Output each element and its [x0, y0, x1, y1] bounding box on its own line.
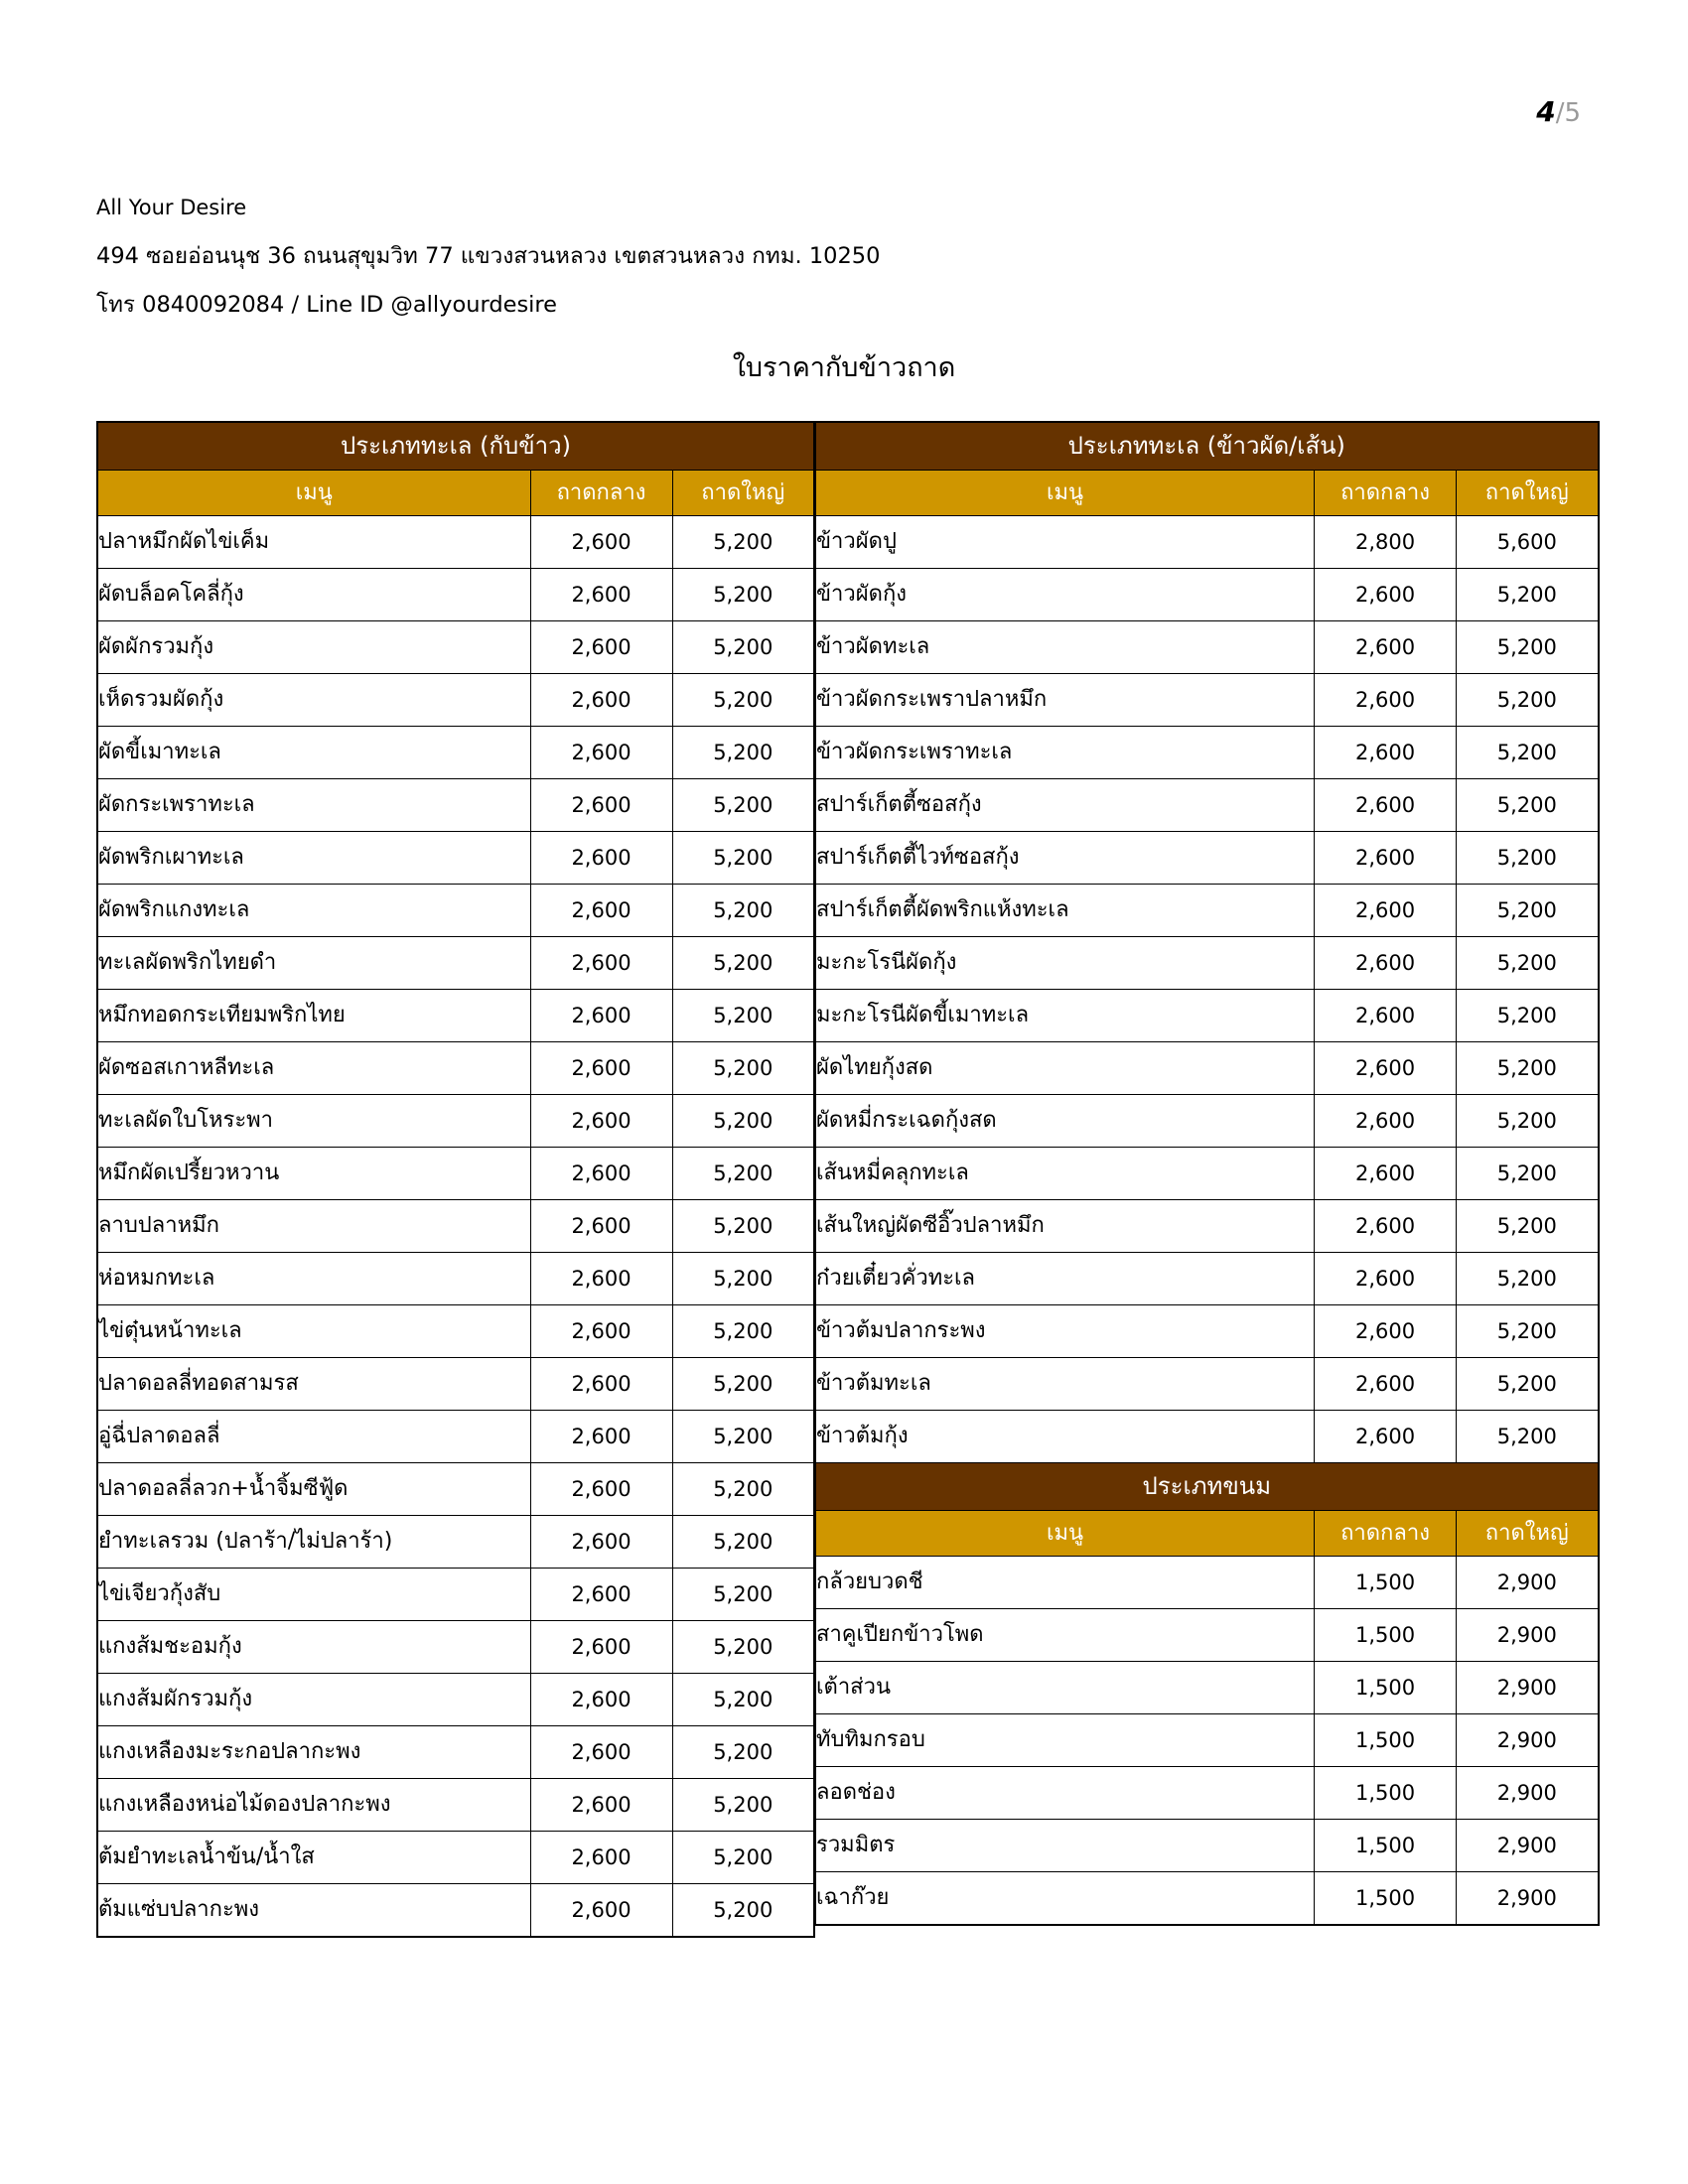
- price-medium-tray: 2,600: [530, 1411, 672, 1463]
- price-medium-tray: 2,600: [530, 1200, 672, 1253]
- page-number-separator: /: [1555, 98, 1565, 128]
- menu-item-name: ยำทะเลรวม (ปลาร้า/ไม่ปลาร้า): [97, 1516, 530, 1569]
- price-large-tray: 2,900: [1457, 1662, 1599, 1714]
- menu-item-name: สปาร์เก็ตตี้ผัดพริกแห้งทะเล: [816, 885, 1315, 937]
- price-medium-tray: 2,600: [1315, 569, 1457, 621]
- price-large-tray: 5,200: [1457, 674, 1599, 727]
- table-row: [97, 1463, 814, 1516]
- menu-item-name: ผัดกระเพราทะเล: [97, 779, 530, 832]
- table-row: [97, 1569, 814, 1621]
- price-medium-tray: 2,600: [530, 779, 672, 832]
- table-row: [97, 516, 814, 569]
- price-medium-tray: 2,600: [530, 885, 672, 937]
- price-medium-tray: 1,500: [1315, 1609, 1457, 1662]
- table-row: [816, 779, 1599, 832]
- price-medium-tray: 2,600: [1315, 885, 1457, 937]
- price-large-tray: 5,200: [1457, 990, 1599, 1042]
- menu-item-name: ผัดซอสเกาหลีทะเล: [97, 1042, 530, 1095]
- menu-item-name: ลาบปลาหมึก: [97, 1200, 530, 1253]
- left-col-header-medium: ถาดกลาง: [530, 471, 672, 516]
- price-medium-tray: 2,600: [530, 674, 672, 727]
- menu-item-name: เฉาก๊วย: [816, 1872, 1315, 1926]
- menu-item-name: ผัดพริกแกงทะเล: [97, 885, 530, 937]
- table-row: [97, 1095, 814, 1148]
- table-row: [816, 832, 1599, 885]
- price-large-tray: 5,200: [672, 1200, 814, 1253]
- table-row: [97, 779, 814, 832]
- table-column-header-row: [816, 1511, 1599, 1557]
- price-large-tray: 5,200: [1457, 1253, 1599, 1305]
- table-row: [816, 1411, 1599, 1463]
- table-row: [97, 1411, 814, 1463]
- price-medium-tray: 2,600: [1315, 1411, 1457, 1463]
- price-medium-tray: 2,600: [1315, 1200, 1457, 1253]
- price-large-tray: 2,900: [1457, 1609, 1599, 1662]
- price-medium-tray: 2,600: [1315, 1358, 1457, 1411]
- menu-item-name: ห่อหมกทะเล: [97, 1253, 530, 1305]
- table-row: [816, 569, 1599, 621]
- menu-item-name: ไข่ตุ๋นหน้าทะเล: [97, 1305, 530, 1358]
- menu-item-name: ปลาหมึกผัดไข่เค็ม: [97, 516, 530, 569]
- price-medium-tray: 2,600: [1315, 1148, 1457, 1200]
- table-row: [97, 569, 814, 621]
- menu-item-name: กล้วยบวดชี: [816, 1557, 1315, 1609]
- table-row: [816, 1095, 1599, 1148]
- price-medium-tray: 2,600: [530, 1463, 672, 1516]
- menu-item-name: ผัดขี้เมาทะเล: [97, 727, 530, 779]
- menu-item-name: ทะเลผัดพริกไทยดำ: [97, 937, 530, 990]
- price-large-tray: 2,900: [1457, 1557, 1599, 1609]
- price-large-tray: 5,200: [672, 1042, 814, 1095]
- price-medium-tray: 1,500: [1315, 1820, 1457, 1872]
- table-row: [816, 1042, 1599, 1095]
- menu-item-name: ก๋วยเตี๋ยวคั่วทะเล: [816, 1253, 1315, 1305]
- price-large-tray: 5,200: [672, 516, 814, 569]
- menu-item-name: ข้าวต้มทะเล: [816, 1358, 1315, 1411]
- table-row: [97, 1726, 814, 1779]
- menu-item-name: ข้าวต้มปลากระพง: [816, 1305, 1315, 1358]
- table-row: [97, 1148, 814, 1200]
- price-medium-tray: 2,600: [1315, 832, 1457, 885]
- price-medium-tray: 2,600: [530, 937, 672, 990]
- price-medium-tray: 1,500: [1315, 1767, 1457, 1820]
- menu-item-name: ข้าวต้มกุ้ง: [816, 1411, 1315, 1463]
- price-large-tray: 5,200: [1457, 1200, 1599, 1253]
- menu-item-name: เห็ดรวมผัดกุ้ง: [97, 674, 530, 727]
- table-row: [97, 885, 814, 937]
- table-row: [816, 727, 1599, 779]
- price-medium-tray: 2,800: [1315, 516, 1457, 569]
- menu-item-name: ปลาดอลลี่ทอดสามรส: [97, 1358, 530, 1411]
- table-row: [97, 1358, 814, 1411]
- table-row: [97, 1305, 814, 1358]
- left-col-header-large: ถาดใหญ่: [672, 471, 814, 516]
- menu-item-name: เส้นหมี่คลุกทะเล: [816, 1148, 1315, 1200]
- dessert-section-title: ประเภทขนม: [816, 1463, 1599, 1511]
- menu-item-name: ไข่เจียวกุ้งสับ: [97, 1569, 530, 1621]
- table-row: [97, 727, 814, 779]
- price-large-tray: 5,200: [1457, 1042, 1599, 1095]
- price-large-tray: 5,200: [1457, 1305, 1599, 1358]
- table-row: [816, 937, 1599, 990]
- price-large-tray: 5,200: [1457, 1411, 1599, 1463]
- menu-item-name: หมึกทอดกระเทียมพริกไทย: [97, 990, 530, 1042]
- price-medium-tray: 2,600: [1315, 1253, 1457, 1305]
- price-medium-tray: 2,600: [530, 1569, 672, 1621]
- right-col-header-large: ถาดใหญ่: [1457, 471, 1599, 516]
- menu-item-name: เส้นใหญ่ผัดซีอิ๊วปลาหมึก: [816, 1200, 1315, 1253]
- menu-item-name: ต้มแซ่บปลากะพง: [97, 1884, 530, 1938]
- page-title: ใบราคากับข้าวถาด: [732, 352, 956, 383]
- price-large-tray: 5,200: [672, 1884, 814, 1938]
- price-medium-tray: 1,500: [1315, 1872, 1457, 1926]
- price-medium-tray: 2,600: [1315, 779, 1457, 832]
- menu-item-name: ทะเลผัดใบโหระพา: [97, 1095, 530, 1148]
- fried-rice-noodle-and-dessert-table: [815, 421, 1600, 1926]
- price-large-tray: 5,200: [672, 1463, 814, 1516]
- price-large-tray: 5,200: [672, 832, 814, 885]
- business-contact: โทร 0840092084 / Line ID @allyourdesire: [96, 292, 558, 318]
- table-row: [816, 621, 1599, 674]
- price-medium-tray: 2,600: [530, 621, 672, 674]
- table-row: [97, 990, 814, 1042]
- price-large-tray: 5,200: [1457, 1358, 1599, 1411]
- left-section-title: ประเภททะเล (กับข้าว): [97, 422, 814, 471]
- price-medium-tray: 2,600: [530, 1095, 672, 1148]
- price-medium-tray: 2,600: [530, 1621, 672, 1674]
- page-number-current: 4: [1536, 95, 1556, 128]
- price-medium-tray: 2,600: [530, 1358, 672, 1411]
- price-large-tray: 5,200: [1457, 885, 1599, 937]
- price-large-tray: 5,200: [672, 1516, 814, 1569]
- right-col-header-medium: ถาดกลาง: [1315, 471, 1457, 516]
- table-row: [97, 1200, 814, 1253]
- price-medium-tray: 2,600: [1315, 621, 1457, 674]
- table-row: [97, 1253, 814, 1305]
- price-large-tray: 5,200: [672, 727, 814, 779]
- menu-item-name: ผัดพริกเผาทะเล: [97, 832, 530, 885]
- table-section-header-row: [816, 1463, 1599, 1511]
- price-large-tray: 2,900: [1457, 1767, 1599, 1820]
- dessert-col-header-medium: ถาดกลาง: [1315, 1511, 1457, 1557]
- table-row: [816, 990, 1599, 1042]
- menu-item-name: แกงส้มชะอมกุ้ง: [97, 1621, 530, 1674]
- table-row: [816, 1200, 1599, 1253]
- price-large-tray: 5,200: [1457, 727, 1599, 779]
- right-section-title: ประเภททะเล (ข้าวผัด/เส้น): [816, 422, 1599, 471]
- price-large-tray: 5,200: [672, 1832, 814, 1884]
- price-large-tray: 5,200: [1457, 569, 1599, 621]
- table-row: [816, 1820, 1599, 1872]
- price-medium-tray: 2,600: [530, 1779, 672, 1832]
- price-large-tray: 5,200: [672, 1148, 814, 1200]
- price-medium-tray: 2,600: [530, 1042, 672, 1095]
- right-col-header-menu: เมนู: [816, 471, 1315, 516]
- table-row: [97, 1674, 814, 1726]
- menu-item-name: เต้าส่วน: [816, 1662, 1315, 1714]
- price-large-tray: 5,200: [1457, 1095, 1599, 1148]
- price-large-tray: 5,200: [672, 1779, 814, 1832]
- table-row: [816, 1767, 1599, 1820]
- menu-item-name: ผัดผักรวมกุ้ง: [97, 621, 530, 674]
- price-large-tray: 5,200: [672, 779, 814, 832]
- table-column-header-row: [816, 471, 1599, 516]
- page-number-total: 5: [1564, 98, 1581, 128]
- price-medium-tray: 2,600: [530, 1253, 672, 1305]
- price-medium-tray: 2,600: [530, 832, 672, 885]
- price-large-tray: 5,200: [672, 885, 814, 937]
- price-large-tray: 5,200: [1457, 779, 1599, 832]
- menu-item-name: ข้าวผัดกระเพราทะเล: [816, 727, 1315, 779]
- menu-item-name: ผัดไทยกุ้งสด: [816, 1042, 1315, 1095]
- table-row: [816, 516, 1599, 569]
- table-row: [97, 674, 814, 727]
- price-medium-tray: 2,600: [530, 516, 672, 569]
- price-large-tray: 5,600: [1457, 516, 1599, 569]
- price-large-tray: 5,200: [672, 1621, 814, 1674]
- menu-item-name: ผัดหมี่กระเฉดกุ้งสด: [816, 1095, 1315, 1148]
- price-medium-tray: 2,600: [530, 1884, 672, 1938]
- table-row: [816, 1148, 1599, 1200]
- table-row: [816, 1305, 1599, 1358]
- price-large-tray: 5,200: [672, 569, 814, 621]
- dessert-col-header-large: ถาดใหญ่: [1457, 1511, 1599, 1557]
- table-row: [816, 1609, 1599, 1662]
- menu-item-name: ต้มยำทะเลน้ำข้น/น้ำใส: [97, 1832, 530, 1884]
- menu-item-name: รวมมิตร: [816, 1820, 1315, 1872]
- price-large-tray: 2,900: [1457, 1714, 1599, 1767]
- menu-item-name: อู่ฉี่ปลาดอลลี่: [97, 1411, 530, 1463]
- price-large-tray: 5,200: [672, 1253, 814, 1305]
- menu-item-name: ข้าวผัดปู: [816, 516, 1315, 569]
- price-large-tray: 5,200: [672, 1674, 814, 1726]
- price-large-tray: 5,200: [1457, 1148, 1599, 1200]
- table-row: [97, 1516, 814, 1569]
- price-large-tray: 5,200: [672, 990, 814, 1042]
- price-large-tray: 5,200: [672, 1358, 814, 1411]
- price-medium-tray: 2,600: [530, 727, 672, 779]
- price-medium-tray: 2,600: [1315, 1095, 1457, 1148]
- price-medium-tray: 2,600: [530, 1726, 672, 1779]
- menu-item-name: สปาร์เก็ตตี้ไวท์ซอสกุ้ง: [816, 832, 1315, 885]
- price-medium-tray: 2,600: [530, 1148, 672, 1200]
- price-medium-tray: 2,600: [1315, 990, 1457, 1042]
- seafood-dishes-table: [96, 421, 815, 1938]
- price-large-tray: 5,200: [672, 1411, 814, 1463]
- menu-item-name: แกงส้มผักรวมกุ้ง: [97, 1674, 530, 1726]
- menu-item-name: ลอดช่อง: [816, 1767, 1315, 1820]
- price-medium-tray: 2,600: [1315, 1305, 1457, 1358]
- price-large-tray: 5,200: [1457, 832, 1599, 885]
- price-medium-tray: 2,600: [530, 569, 672, 621]
- price-medium-tray: 2,600: [530, 1674, 672, 1726]
- menu-item-name: สปาร์เก็ตตี้ซอสกุ้ง: [816, 779, 1315, 832]
- price-medium-tray: 2,600: [530, 1832, 672, 1884]
- price-large-tray: 5,200: [1457, 621, 1599, 674]
- price-large-tray: 5,200: [672, 1569, 814, 1621]
- table-row: [97, 937, 814, 990]
- price-medium-tray: 2,600: [530, 990, 672, 1042]
- menu-item-name: ทับทิมกรอบ: [816, 1714, 1315, 1767]
- table-row: [97, 1621, 814, 1674]
- price-tables-container: [96, 421, 1596, 1938]
- table-row: [97, 621, 814, 674]
- menu-item-name: สาคูเปียกข้าวโพด: [816, 1609, 1315, 1662]
- price-large-tray: 5,200: [672, 1095, 814, 1148]
- price-medium-tray: 2,600: [1315, 1042, 1457, 1095]
- price-medium-tray: 2,600: [1315, 674, 1457, 727]
- table-section-header-row: [816, 422, 1599, 471]
- table-row: [816, 1358, 1599, 1411]
- menu-item-name: ข้าวผัดกระเพราปลาหมึก: [816, 674, 1315, 727]
- table-row: [97, 1884, 814, 1938]
- table-row: [816, 1557, 1599, 1609]
- menu-item-name: มะกะโรนีผัดกุ้ง: [816, 937, 1315, 990]
- menu-item-name: ผัดบล็อคโคลี่กุ้ง: [97, 569, 530, 621]
- page-number: [1536, 95, 1581, 128]
- price-large-tray: 5,200: [672, 621, 814, 674]
- menu-item-name: มะกะโรนีผัดขี้เมาทะเล: [816, 990, 1315, 1042]
- business-info-block: [96, 184, 1288, 330]
- menu-item-name: ข้าวผัดกุ้ง: [816, 569, 1315, 621]
- price-medium-tray: 2,600: [530, 1305, 672, 1358]
- price-large-tray: 5,200: [1457, 937, 1599, 990]
- price-medium-tray: 2,600: [1315, 937, 1457, 990]
- table-row: [816, 1253, 1599, 1305]
- table-row: [97, 832, 814, 885]
- price-large-tray: 5,200: [672, 1305, 814, 1358]
- price-medium-tray: 2,600: [530, 1516, 672, 1569]
- price-medium-tray: 2,600: [1315, 727, 1457, 779]
- menu-item-name: ข้าวผัดทะเล: [816, 621, 1315, 674]
- table-row: [816, 1714, 1599, 1767]
- price-medium-tray: 1,500: [1315, 1662, 1457, 1714]
- dessert-col-header-menu: เมนู: [816, 1511, 1315, 1557]
- business-address: 494 ซอยอ่อนนุช 36 ถนนสุขุมวิท 77 แขวงสวนหลวง เขตสวนหลวง กทม. 10250: [96, 243, 881, 269]
- price-large-tray: 5,200: [672, 1726, 814, 1779]
- menu-item-name: หมึกผัดเปรี้ยวหวาน: [97, 1148, 530, 1200]
- menu-item-name: แกงเหลืองหน่อไม้ดองปลากะพง: [97, 1779, 530, 1832]
- table-section-header-row: [97, 422, 814, 471]
- table-row: [816, 1662, 1599, 1714]
- table-row: [816, 1872, 1599, 1926]
- menu-item-name: ปลาดอลลี่ลวก+น้ำจิ้มซีฟู้ด: [97, 1463, 530, 1516]
- business-name: All Your Desire: [96, 196, 247, 219]
- menu-item-name: แกงเหลืองมะระกอปลากะพง: [97, 1726, 530, 1779]
- price-large-tray: 2,900: [1457, 1872, 1599, 1926]
- table-row: [97, 1779, 814, 1832]
- price-large-tray: 5,200: [672, 937, 814, 990]
- price-large-tray: 5,200: [672, 674, 814, 727]
- price-medium-tray: 1,500: [1315, 1714, 1457, 1767]
- price-medium-tray: 1,500: [1315, 1557, 1457, 1609]
- table-column-header-row: [97, 471, 814, 516]
- table-row: [97, 1042, 814, 1095]
- table-row: [97, 1832, 814, 1884]
- table-row: [816, 674, 1599, 727]
- price-large-tray: 2,900: [1457, 1820, 1599, 1872]
- left-col-header-menu: เมนู: [97, 471, 530, 516]
- table-row: [816, 885, 1599, 937]
